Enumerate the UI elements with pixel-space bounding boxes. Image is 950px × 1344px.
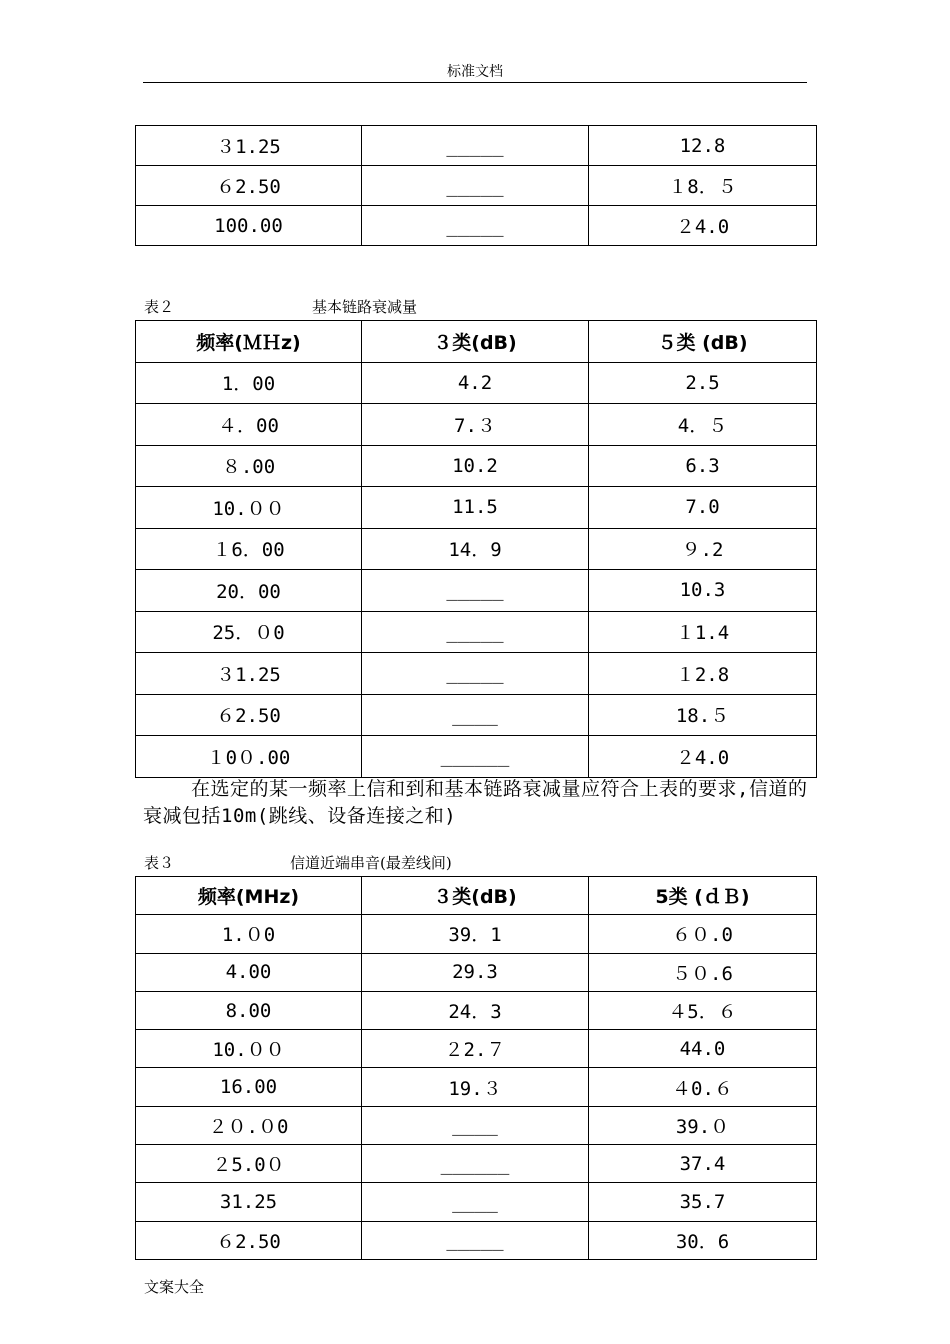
table-cell: １1.4 xyxy=(589,611,817,653)
table-title: 信道近端串音(最差线间) xyxy=(290,854,452,872)
table-cell: 18.５ xyxy=(589,694,817,736)
table-cell: _____ xyxy=(362,1221,589,1259)
table-row xyxy=(136,1068,817,1106)
table-cell: ３1.25 xyxy=(136,653,362,695)
table-row xyxy=(136,528,817,570)
table-cell: 11.5 xyxy=(362,487,589,529)
table-row xyxy=(136,126,817,166)
column-header: 频率(MHz) xyxy=(136,877,362,915)
table-cell: _____ xyxy=(362,570,589,612)
table-row xyxy=(136,570,817,612)
header-row xyxy=(136,877,817,915)
table-cell: ４0.６ xyxy=(589,1068,817,1106)
table-header xyxy=(136,877,817,915)
table-cell: 2.5 xyxy=(589,362,817,404)
table-cell: １2.8 xyxy=(589,653,817,695)
table-row xyxy=(136,1221,817,1259)
table-body xyxy=(136,362,817,777)
table-number: 表３ xyxy=(144,854,175,872)
table-cell: 16.00 xyxy=(136,1068,362,1106)
table-continuation xyxy=(135,125,817,246)
table-cell: _____ xyxy=(362,126,589,166)
table-row xyxy=(136,487,817,529)
page-footer: 文案大全 xyxy=(144,1278,205,1296)
table-cell: １8．５ xyxy=(589,166,817,206)
table-cell: 10.2 xyxy=(362,445,589,487)
table-cell: ６2.50 xyxy=(136,694,362,736)
table-cell: ６2.50 xyxy=(136,1221,362,1259)
table-cell: １0０.00 xyxy=(136,736,362,778)
table-cell: 20．00 xyxy=(136,570,362,612)
table-cell: ４5．６ xyxy=(589,991,817,1029)
table-row xyxy=(136,653,817,695)
table-row xyxy=(136,206,817,246)
table-cell: 37.4 xyxy=(589,1145,817,1183)
table-row xyxy=(136,736,817,778)
table-cell: 39.０ xyxy=(589,1106,817,1144)
table-cell: 7.0 xyxy=(589,487,817,529)
table-cell: 12.8 xyxy=(589,126,817,166)
table-cell: 4.00 xyxy=(136,953,362,991)
table-row xyxy=(136,1145,817,1183)
header-row xyxy=(136,321,817,363)
table-cell: ２5.0０ xyxy=(136,1145,362,1183)
table-cell: _____ xyxy=(362,166,589,206)
column-header: ３类(dB) xyxy=(362,321,589,363)
table-cell: ４．00 xyxy=(136,404,362,446)
table-cell: ９.2 xyxy=(589,528,817,570)
table-cell: ２4.0 xyxy=(589,736,817,778)
table-cell: 14．9 xyxy=(362,528,589,570)
table-cell: 29.3 xyxy=(362,953,589,991)
table-cell: 100.00 xyxy=(136,206,362,246)
table-row xyxy=(136,1030,817,1068)
table-cell: ______ xyxy=(362,1145,589,1183)
table-row xyxy=(136,1183,817,1221)
table-cell: 1.０0 xyxy=(136,915,362,953)
table-cell: ____ xyxy=(362,1183,589,1221)
table-cell: ____ xyxy=(362,694,589,736)
table-cell: 4.2 xyxy=(362,362,589,404)
table-cell: 10.００ xyxy=(136,487,362,529)
table-cell: ３1.25 xyxy=(136,126,362,166)
table-cell: １6．00 xyxy=(136,528,362,570)
table-body xyxy=(136,126,817,246)
table-cell: ____ xyxy=(362,1106,589,1144)
table-caption xyxy=(144,852,544,874)
column-header: ５类 (dB) xyxy=(589,321,817,363)
column-header: 频率(ＭＨz) xyxy=(136,321,362,363)
table-channel-next xyxy=(135,876,817,1260)
table-row xyxy=(136,953,817,991)
table-cell: 10.3 xyxy=(589,570,817,612)
table-row xyxy=(136,1106,817,1144)
table-cell: _____ xyxy=(362,206,589,246)
table-caption xyxy=(144,296,544,318)
table-body xyxy=(136,915,817,1260)
table-cell: 39．1 xyxy=(362,915,589,953)
table-cell: 6.3 xyxy=(589,445,817,487)
table-row xyxy=(136,362,817,404)
table-row xyxy=(136,611,817,653)
table-cell: 1．00 xyxy=(136,362,362,404)
table-cell: _____ xyxy=(362,611,589,653)
table-cell: 4．５ xyxy=(589,404,817,446)
table-cell: 7.３ xyxy=(362,404,589,446)
table-row xyxy=(136,694,817,736)
table-cell: _____ xyxy=(362,653,589,695)
table-cell: 10.００ xyxy=(136,1030,362,1068)
table-cell: 25．０0 xyxy=(136,611,362,653)
table-cell: ２2.７ xyxy=(362,1030,589,1068)
table-cell: 44.0 xyxy=(589,1030,817,1068)
table-cell: 30．6 xyxy=(589,1221,817,1259)
table-cell: ５０.6 xyxy=(589,953,817,991)
page-header: 标准文档 xyxy=(143,62,807,83)
table-row xyxy=(136,445,817,487)
table-cell: ２4.0 xyxy=(589,206,817,246)
table-cell: ______ xyxy=(362,736,589,778)
table-cell: 24．3 xyxy=(362,991,589,1029)
table-row xyxy=(136,915,817,953)
table-cell: 35.7 xyxy=(589,1183,817,1221)
table-cell: ８.00 xyxy=(136,445,362,487)
table-basic-link-attenuation xyxy=(135,320,817,778)
table-row xyxy=(136,404,817,446)
table-row xyxy=(136,991,817,1029)
table-row xyxy=(136,166,817,206)
table-cell: 8.00 xyxy=(136,991,362,1029)
table-cell: ６０.0 xyxy=(589,915,817,953)
table-number: 表２ xyxy=(144,298,175,316)
table-header xyxy=(136,321,817,363)
table-cell: ６2.50 xyxy=(136,166,362,206)
table-cell: 19.３ xyxy=(362,1068,589,1106)
table-title: 基本链路衰减量 xyxy=(312,298,418,316)
column-header: ３类(dB) xyxy=(362,877,589,915)
table-cell: 31.25 xyxy=(136,1183,362,1221)
table-cell: ２０.０0 xyxy=(136,1106,362,1144)
column-header: 5类 (ｄＢ) xyxy=(589,877,817,915)
body-paragraph: 在选定的某一频率上信和到和基本链路衰减量应符合上表的要求,信道的衰减包括10m(跳线、设备连接之和) xyxy=(143,778,808,827)
